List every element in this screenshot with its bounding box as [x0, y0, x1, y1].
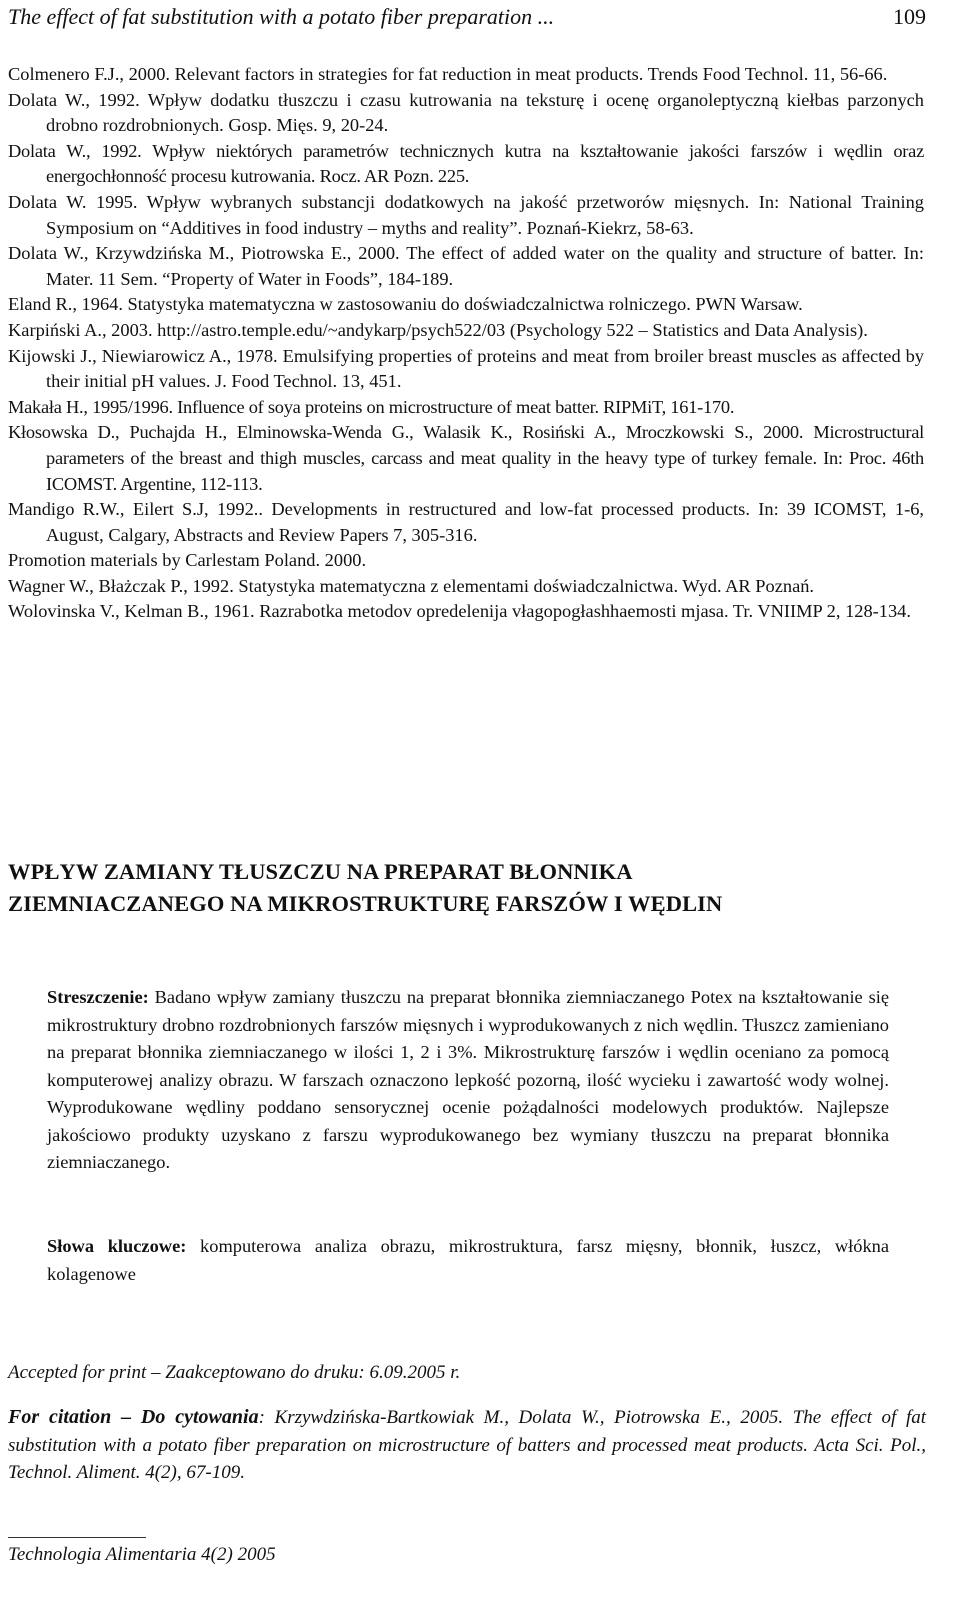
reference-item: Kłosowska D., Puchajda H., Elminowska-Wenda G., Walasik K., Rosiński A., Mroczkowski S., 2000. Microstructural parameters of the breast and thigh muscles, carcass and meat quality in the heavy type of turkey female. In: Proc. 46th ICOMST. Argentine, 112-113. [8, 422, 924, 494]
footer-divider [8, 1537, 146, 1538]
page-number: 109 [893, 4, 926, 29]
polish-title [8, 856, 928, 920]
abstract [47, 984, 889, 1177]
reference-item: Karpiński A., 2003. http://astro.temple.edu/~andykarp/psych522/03 (Psychology 522 – Statistics and Data Analysis). [8, 319, 868, 340]
polish-title-line-2: ZIEMNIACZANEGO NA MIKROSTRUKTURĘ FARSZÓW I WĘDLIN [8, 891, 723, 916]
reference-item: Colmenero F.J., 2000. Relevant factors in strategies for fat reduction in meat products. Trends Food Technol. 11, 56-66. [8, 64, 888, 84]
keywords [47, 1233, 889, 1288]
reference-item: Eland R., 1964. Statystyka matematyczna w zastosowaniu do doświadczalnictwa rolniczego. PWN Warsaw. [8, 294, 803, 315]
reference-item: Dolata W., 1992. Wpływ niektórych parametrów technicznych kutra na kształtowanie jakości farszów i wędlin oraz energochłonność procesu kutrowania. Rocz. AR Pozn. 225. [8, 140, 924, 187]
reference-item: Promotion materials by Carlestam Poland. 2000. [8, 550, 367, 571]
keywords-text: komputerowa analiza obrazu, mikrostruktura, farsz mięsny, błonnik, łuszcz, włókna kolagenowe [47, 1236, 889, 1284]
abstract-label: Streszczenie: [47, 987, 155, 1007]
reference-list [8, 62, 924, 625]
polish-title-line-1: WPŁYW ZAMIANY TŁUSZCZU NA PREPARAT BŁONNIKA [8, 859, 633, 884]
journal-footer: Technologia Alimentaria 4(2) 2005 [8, 1544, 276, 1565]
citation-label: For citation – Do cytowania [8, 1406, 259, 1428]
reference-item: Wolovinska V., Kelman B., 1961. Razrabotka metodov opredelenija vłagopogłashhaemosti mjasa. Tr. VNIIMP 2, 128-134. [8, 601, 911, 622]
reference-item: Wagner W., Błażczak P., 1992. Statystyka matematyczna z elementami doświadczalnictwa. Wyd. AR Poznań. [8, 575, 815, 596]
reference-item: Dolata W. 1995. Wpływ wybranych substancji dodatkowych na jakość przetworów mięsnych. In: National Training Symposium on “Additives in food industry – myths and reality”. Poznań-Kiekrz, 58-63. [8, 191, 924, 238]
reference-item: Mandigo R.W., Eilert S.J, 1992.. Developments in restructured and low-fat processed products. In: 39 ICOMST, 1-6, August, Calgary, Abstracts and Review Papers 7, 305-316. [8, 499, 924, 545]
running-header [8, 2, 926, 32]
abstract-text: Badano wpływ zamiany tłuszczu na preparat błonnika ziemniaczanego Potex na kształtowanie się mikrostruktury drobno rozdrobnionych farszów mięsnych i wyprodukowanych z nich wędlin. Tłuszcz zamieniano na preparat błonnika ziemniaczanego w ilości 1, 2 i 3%. Mikrostrukturę farszów i wędlin oceniano za pomocą komputerowej analizy obrazu. W farszach oznaczono lepkość pozorną, ilość wycieku i zawartość wody wolnej. Wyprodukowane wędliny poddano sensorycznej ocenie pożądalności modelowych produktów. Najlepsze jakościowo produkty uzyskano z farszu wyprodukowanego bez wymiany tłuszczu na preparat błonnika ziemniaczanego. [47, 987, 889, 1172]
reference-item: Dolata W., Krzywdzińska M., Piotrowska E., 2000. The effect of added water on the quality and structure of batter. In: Mater. 11 Sem. “Property of Water in Foods”, 184-189. [8, 243, 924, 289]
keywords-label: Słowa kluczowe: [47, 1236, 201, 1256]
reference-item: Dolata W., 1992. Wpływ dodatku tłuszczu i czasu kutrowania na teksturę i ocenę organoleptyczną kiełbas parzonych drobno rozdrobnionych. Gosp. Mięs. 9, 20-24. [8, 89, 924, 136]
accepted-note: Accepted for print – Zaakceptowano do druku: 6.09.2005 r. [8, 1362, 461, 1383]
reference-item: Makała H., 1995/1996. Influence of soya proteins on microstructure of meat batter. RIPMiT, 161-170. [8, 396, 735, 417]
running-title: The effect of fat substitution with a potato fiber preparation ... [8, 4, 555, 29]
citation-note [8, 1404, 926, 1487]
citation-text: : Krzywdzińska-Bartkowiak M., Dolata W., Piotrowska E., 2005. The effect of fat substitution with a potato fiber preparation on microstructure of batters and processed meat products. Acta Sci. Pol., Technol. Aliment. 4(2), 67-109. [8, 1407, 927, 1483]
reference-item: Kijowski J., Niewiarowicz A., 1978. Emulsifying properties of proteins and meat from broiler breast muscles as affected by their initial pH values. J. Food Technol. 13, 451. [8, 345, 924, 392]
